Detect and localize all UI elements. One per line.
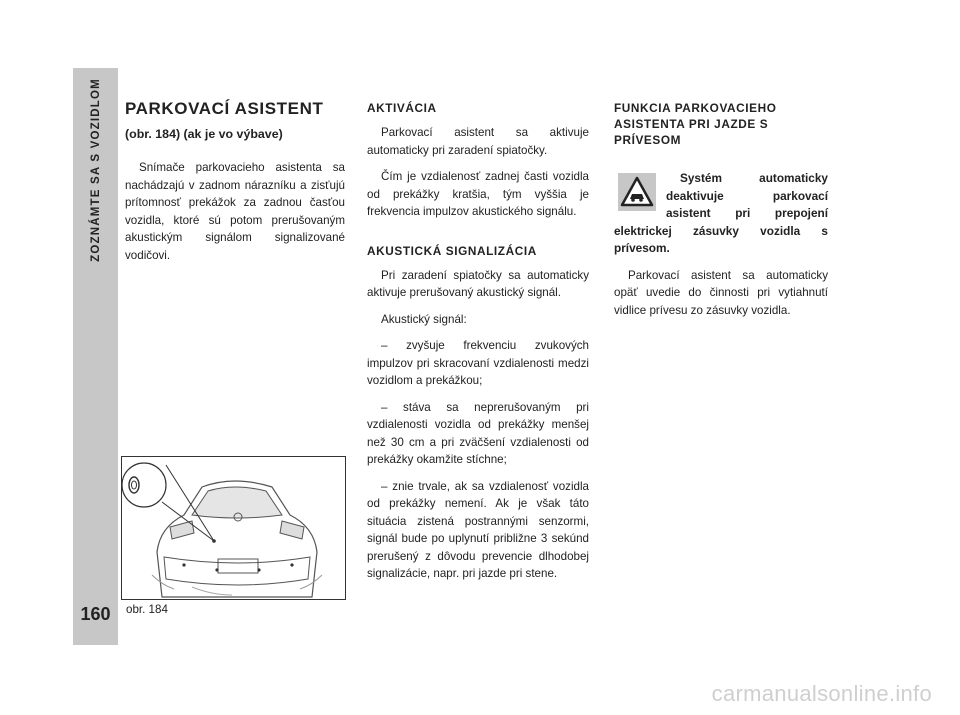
column-2 xyxy=(367,100,589,592)
activation-paragraph-1: Parkovací asistent sa aktivuje automaticky pri zaradení spiatočky. xyxy=(367,126,589,157)
activation-paragraph-2: Čím je vzdialenosť zadnej časti vozidla od prekážky kratšia, tým vyššia je frekvencia impulzov akustického signálu. xyxy=(367,170,589,218)
intro-paragraph: Snímače parkovacieho asistenta sa nachádzajú v zadnom nárazníku a zisťujú prítomnosť prekážok za zadnou časťou vozidla, ktoré sú potom prerušovaným akustickým signálom signalizované vodičovi. xyxy=(125,161,345,262)
column-1 xyxy=(125,100,345,273)
warning-text: Systém automaticky deaktivuje parkovací asistent pri prepojení elektrickej zásuvky vozidla s prívesom. xyxy=(614,171,828,255)
column-3 xyxy=(614,100,828,328)
acoustic-item-3: – znie trvale, ak sa vzdialenosť vozidla od prekážky nemení. Ak je však táto situácia zistená postrannými senzormi, signál bude po uplynutí približne 3 sekúnd prerušený z dôvodu prevencie dlhodobej signalizácie, napr. pri jazde pri stene. xyxy=(367,479,589,580)
heading-activation: AKTIVÁCIA xyxy=(367,101,437,115)
car-rear-illustration xyxy=(122,457,345,599)
trailer-paragraph: Parkovací asistent sa automaticky opäť uvedie do činnosti pri vytiahnutí vidlice prívesu zo zásuvky vozidla. xyxy=(614,268,828,317)
acoustic-paragraph-1: Pri zaradení spiatočky sa automaticky aktivuje prerušovaný akustický signál. xyxy=(367,268,589,299)
heading-trailer-line-1: FUNKCIA PARKOVACIEHO xyxy=(614,101,777,115)
page-title: PARKOVACÍ ASISTENT xyxy=(125,99,324,118)
watermark: carmanualsonline.info xyxy=(711,681,932,706)
acoustic-paragraph-2: Akustický signál: xyxy=(381,312,467,326)
section-title: ZOZNÁMTE SA S VOZIDLOM xyxy=(90,78,102,262)
heading-trailer-line-2: ASISTENTA PRI JAZDE S PRÍVESOM xyxy=(614,117,769,147)
warning-block xyxy=(614,170,828,258)
figure-caption: obr. 184 xyxy=(126,603,168,616)
page-subtitle: (obr. 184) (ak je vo výbave) xyxy=(125,126,283,141)
acoustic-item-1: – zvyšuje frekvenciu zvukových impulzov pri skracovaní vzdialenosti medzi vozidlom a prekážkou; xyxy=(367,339,589,387)
warning-triangle-icon xyxy=(618,173,656,211)
acoustic-item-2: – stáva sa neprerušovaným pri vzdialenosti vozidla od prekážky menšej než 30 cm a pri zväčšení vzdialenosti od prekážky okamžite stíchne; xyxy=(367,400,589,466)
heading-acoustic-signal: AKUSTICKÁ SIGNALIZÁCIA xyxy=(367,243,537,258)
page-number: 160 xyxy=(80,604,111,624)
figure-184 xyxy=(121,456,346,600)
